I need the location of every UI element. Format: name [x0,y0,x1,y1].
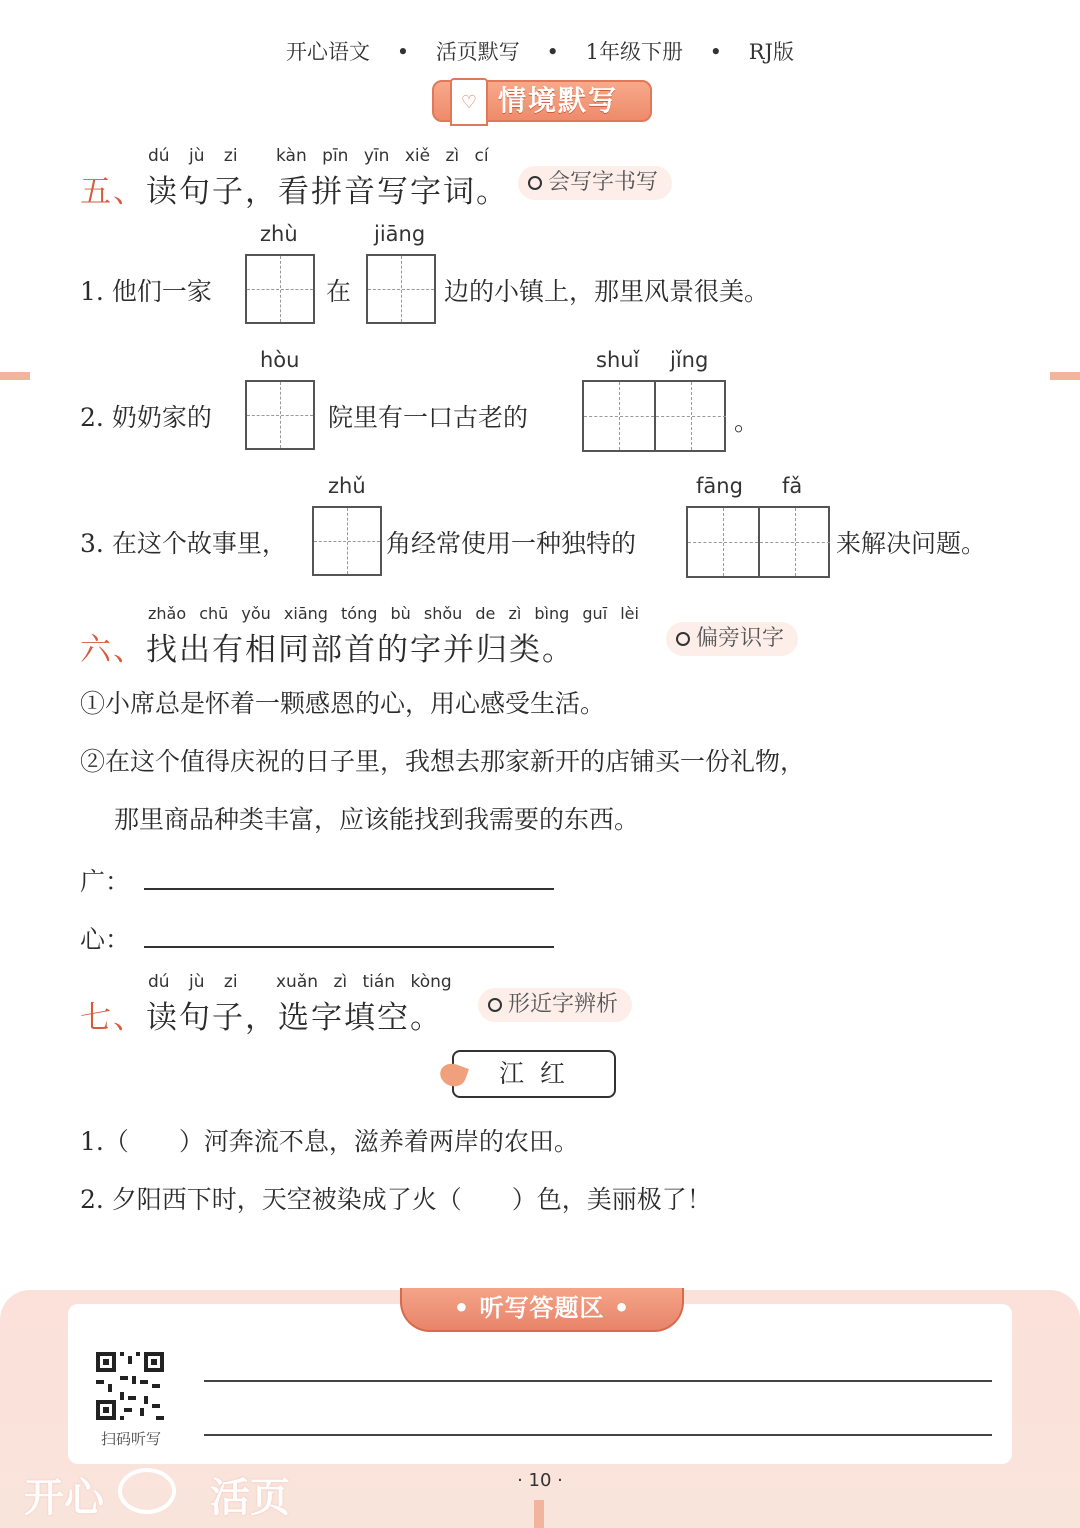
section6-sentence-2b: 那里商品种类丰富，应该能找到我需要的东西。 [114,805,640,834]
bullet-icon [488,998,502,1012]
dictation-line[interactable] [204,1434,992,1436]
section7-tag: 形近字辨析 [478,988,632,1022]
q3-pinyin-2a: fāng [696,474,743,498]
q2-pinyin-2a: shuǐ [596,348,640,372]
page-number: · 10 · [517,1470,563,1491]
q2-text-mid: 院里有一口古老的 [328,403,529,432]
section-banner [432,80,652,122]
page-header [0,36,1080,66]
logo-circle-icon [118,1468,176,1514]
bullet-icon [528,176,542,190]
qr-label: 扫码听写 [100,1430,161,1448]
radical-label-guang: 广： [80,867,131,896]
q1-text-mid: 在 [326,277,352,306]
page-marker [534,1500,544,1528]
edition-label: RJ版 [748,40,794,64]
answer-line-guang[interactable] [144,888,554,890]
section5-pinyin-b: kàn pīn yīn xiě zì cí [276,146,489,166]
header-separator: • [709,40,723,64]
tianzige-double-box[interactable] [582,380,726,452]
section7-question-2: 2. 夕阳西下时，天空被染成了火（ ）色，美丽极了！ [80,1185,712,1214]
section6-pinyin: zhǎo chū yǒu xiāng tóng bù shǒu de zì bìng guī lèi [148,604,639,623]
radical-label-xin: 心： [80,925,131,954]
header-separator: • [396,40,410,64]
series-title: 活页默写 [435,40,520,64]
right-page-marker [1050,372,1080,380]
qr-code-icon[interactable] [92,1348,168,1424]
tianzige-box[interactable] [245,380,315,450]
book-title: 开心语文 [286,40,371,64]
section6-sentence-1: ①小席总是怀着一颗感恩的心，用心感受生活。 [80,689,606,718]
q1-pinyin-2: jiāng [374,222,426,246]
heart-bookmark-icon: ♡ [450,78,488,126]
section6-tag: 偏旁识字 [666,622,798,656]
bullet-icon [676,632,690,646]
section7-pinyin-b: xuǎn zì tián kòng [276,972,452,992]
section5-pinyin-a: dú jù zi [148,146,238,166]
q2-pinyin-2b: jǐng [670,348,709,372]
dictation-line[interactable] [204,1380,992,1382]
left-page-marker [0,372,30,380]
q3-text-mid: 角经常使用一种独特的 [386,529,637,558]
dictation-title: • 听写答题区 • [400,1288,684,1332]
header-separator: • [546,40,559,64]
brand-logo: 开心 活页 [0,1460,310,1520]
q1-text-start: 1. 他们一家 [80,277,212,306]
section6-sentence-2a: ②在这个值得庆祝的日子里，我想去那家新开的店铺买一份礼物， [80,747,806,776]
tianzige-box[interactable] [245,254,315,324]
tianzige-double-box[interactable] [686,506,830,578]
q3-text-end: 来解决问题。 [836,529,987,558]
q1-pinyin-1: zhù [260,222,298,246]
section7-pinyin-a: dú jù zi [148,972,238,992]
tianzige-box[interactable] [366,254,436,324]
q3-pinyin-1: zhǔ [328,474,366,498]
section7-title: 七、读句子，选字填空。 [80,1000,443,1036]
tianzige-box[interactable] [312,506,382,576]
q3-pinyin-2b: fǎ [782,474,803,498]
answer-line-xin[interactable] [144,946,554,948]
q2-pinyin-1: hòu [260,348,300,372]
q2-text-start: 2. 奶奶家的 [80,403,212,432]
section5-title: 五、读句子，看拼音写字词。 [80,174,509,210]
word-choices: 江 红 [452,1050,616,1098]
section7-question-1: 1.（ ）河奔流不息，滋养着两岸的农田。 [80,1127,579,1156]
banner-label: 情境默写 [498,84,619,117]
section5-tag: 会写字书写 [518,166,672,200]
section6-title: 六、找出有相同部首的字并归类。 [80,632,575,668]
q1-text-end: 边的小镇上，那里风景很美。 [444,277,770,306]
q2-text-end: 。 [734,407,760,436]
grade-label: 1年级下册 [585,40,683,64]
q3-text-start: 3. 在这个故事里， [80,529,287,558]
